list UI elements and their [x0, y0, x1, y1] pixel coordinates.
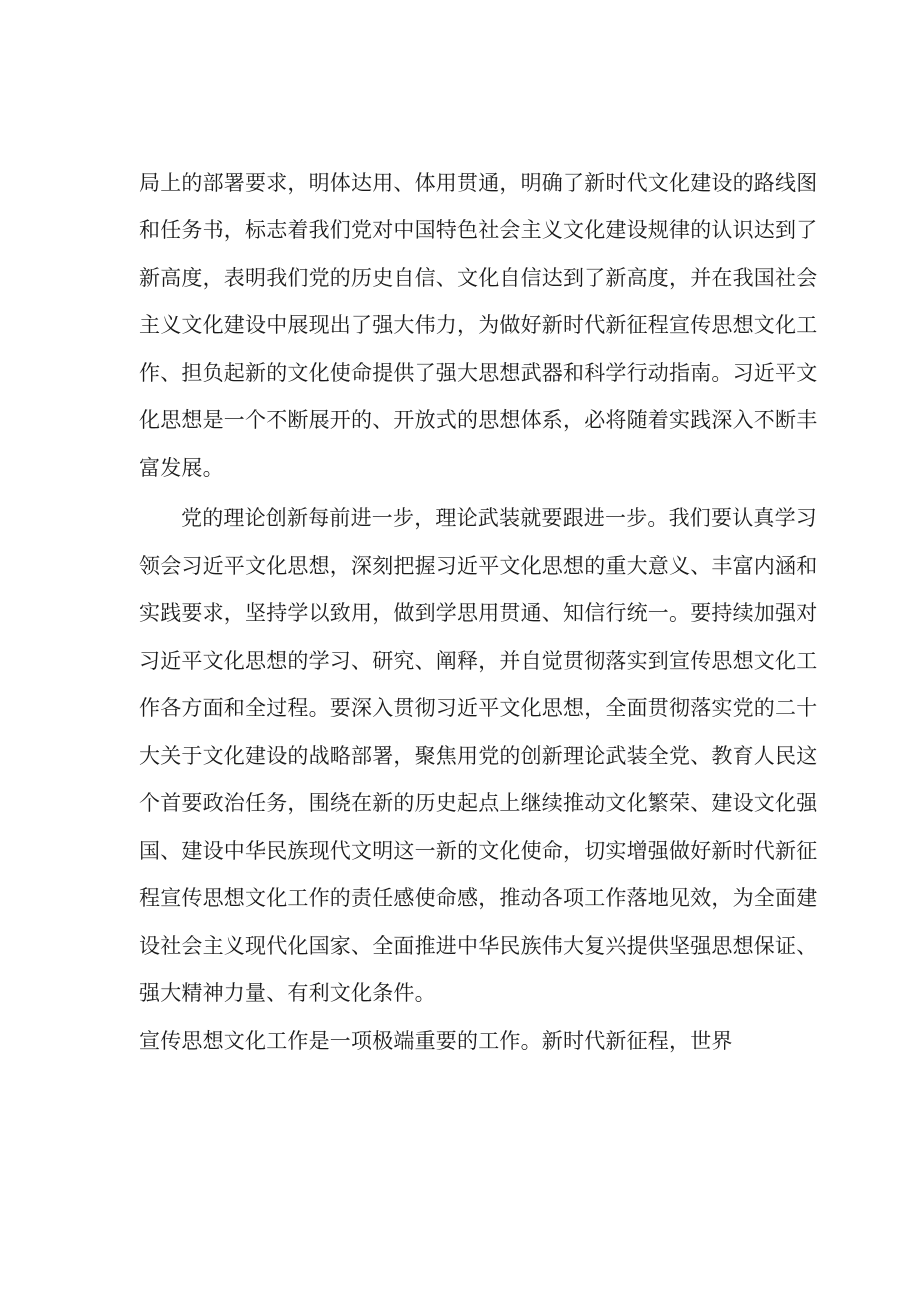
text-line: 设社会主义现代化国家、全面推进中华民族伟大复兴提供坚强思想保证、 [139, 934, 818, 958]
text-line: 作各方面和全过程。要深入贯彻习近平文化思想，全面贯彻落实党的二十 [139, 696, 818, 720]
text-line: 主义文化建设中展现出了强大伟力，为做好新时代新征程宣传思想文化工 [139, 313, 818, 337]
text-line: 个首要政治任务，围绕在新的历史起点上继续推动文化繁荣、建设文化强 [139, 791, 818, 815]
paragraph-start-line: 党的理论创新每前进一步，理论武装就要跟进一步。我们要认真学习 [181, 506, 817, 530]
text-line: 强大精神力量、有利文化条件。 [139, 981, 436, 1005]
text-line: 国、建设中华民族现代文明这一新的文化使命，切实增强做好新时代新征 [139, 839, 818, 863]
text-line: 作、担负起新的文化使命提供了强大思想武器和科学行动指南。习近平文 [139, 361, 818, 385]
text-line: 程宣传思想文化工作的责任感使命感，推动各项工作落地见效，为全面建 [139, 886, 818, 910]
text-line: 习近平文化思想的学习、研究、阐释，并自觉贯彻落实到宣传思想文化工 [139, 649, 818, 673]
text-line: 领会习近平文化思想，深刻把握习近平文化思想的重大意义、丰富内涵和 [139, 554, 818, 578]
text-line: 和任务书，标志着我们党对中国特色社会主义文化建设规律的认识达到了 [139, 218, 818, 242]
text-line: 实践要求，坚持学以致用，做到学思用贯通、知信行统一。要持续加强对 [139, 601, 818, 625]
text-line: 宣传思想文化工作是一项极端重要的工作。新时代新征程，世界 [139, 1029, 733, 1053]
text-line: 局上的部署要求，明体达用、体用贯通，明确了新时代文化建设的路线图 [139, 171, 818, 195]
text-line: 大关于文化建设的战略部署，聚焦用党的创新理论武装全党、教育人民这 [139, 744, 818, 768]
text-line: 化思想是一个不断展开的、开放式的思想体系，必将随着实践深入不断丰 [139, 408, 818, 432]
text-line: 富发展。 [139, 456, 224, 480]
text-line: 新高度，表明我们党的历史自信、文化自信达到了新高度，并在我国社会 [139, 266, 818, 290]
